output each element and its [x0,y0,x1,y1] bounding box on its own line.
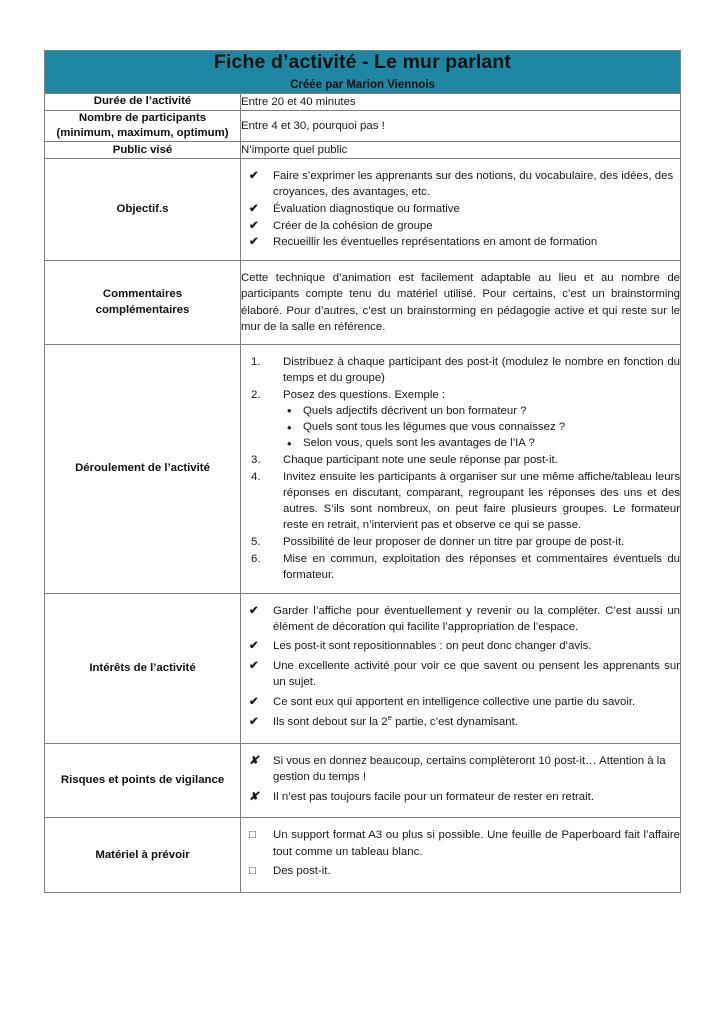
check-icon: ✔ [249,695,259,708]
deroulement-step [241,469,680,534]
risque-item-text: Si vous en donnez beaucoup, certains complèteront 10 post-it… Attention à la gestion du temps ! [273,754,666,783]
row-deroulement [45,344,681,593]
deroulement-step [241,452,680,468]
commentaires-text: Cette technique d’animation est facilement adaptable au lieu et au nombre de participants compte tenu du matériel utilisé. Pour certains, c’est un brainstorming élaboré. Pour d’autres, c’est un brainstorming en pédagogie active et qui reste sur le mur de la salle en référence. [241,272,681,333]
row-participants [45,110,681,141]
row-label-risques: Risques et points de vigilance [45,743,241,818]
bullet-dot-icon: • [287,435,292,451]
row-value-duree [241,93,681,110]
interet-item [241,714,680,730]
page-title: Fiche d’activité - Le mur parlant [214,51,511,73]
bullet-dot-icon: • [287,403,292,419]
row-value-participants [241,110,681,141]
row-label-objectifs: Objectif.s [45,159,241,261]
deroulement-step-number: 2. [251,388,261,401]
materiel-item-text: Des post-it. [273,865,331,878]
interet-item [241,603,680,635]
check-icon: ✔ [249,170,259,183]
participants-label-main: Nombre de participants [78,111,207,124]
deroulement-sub-item-text: Quels sont tous les légumes que vous connaissez ? [303,421,566,434]
check-icon: ✔ [249,219,259,232]
deroulement-step-text: Mise en commun, exploitation des réponses et commentaires éventuels du formateur. [283,552,681,581]
risque-item [241,753,680,785]
row-value-interets [241,593,681,743]
row-value-objectifs [241,159,681,261]
deroulement-step-number: 3. [251,454,261,466]
row-objectifs [45,159,681,261]
row-label-participants [45,110,241,141]
activity-sheet-table [44,50,681,893]
deroulement-step [241,354,680,386]
objectif-item [241,234,680,250]
risque-item-text: Il n’est pas toujours facile pour un formateur de rester en retrait. [273,790,594,803]
row-commentaires [45,261,681,345]
interet-item [241,694,680,710]
row-label-materiel: Matériel à prévoir [45,818,241,893]
check-icon: ✔ [249,203,259,216]
check-icon: ✔ [249,604,259,617]
deroulement-sub-item-text: Selon vous, quels sont les avantages de l’IA ? [303,437,535,450]
deroulement-step-number: 4. [251,470,261,483]
interet-item-text: Ce sont eux qui apportent en intelligence collective une partie du savoir. [273,695,636,708]
row-value-risques [241,743,681,818]
row-label-public: Public visé [45,142,241,159]
risque-item [241,789,680,805]
row-label-interets: Intérêts de l’activité [45,593,241,743]
deroulement-step-text: Possibilité de leur proposer de donner un titre par groupe de post-it. [283,535,625,548]
objectif-item-text: Évaluation diagnostique ou formative [273,203,460,216]
deroulement-sub-item-text: Quels adjectifs décrivent un bon formateur ? [303,404,527,417]
materiel-list [241,827,680,879]
row-label-duree: Durée de l’activité [45,93,241,110]
row-label-deroulement: Déroulement de l’activité [45,344,241,593]
objectif-item [241,201,680,217]
participants-text: Entre 4 et 30, pourquoi pas ! [241,119,385,132]
deroulement-list [241,354,680,583]
interet-item-text: Ils sont debout sur la 2e partie, c’est dynamisant. [273,713,518,729]
row-public [45,142,681,159]
deroulement-step-text: Invitez ensuite les participants à organiser sur une même affiche/tableau leurs réponses en discutant, comparant, regroupant les réponses des uns et des autres. S’ils sont nombreux, on peut faire plusieurs groupes. Le formateur reste en retrait, n’intervient pas et observe ce qui se passe. [283,470,681,532]
materiel-item [241,827,680,859]
square-icon: □ [249,829,256,842]
risques-list [241,753,680,805]
check-icon: ✔ [249,716,259,729]
interet-item [241,638,680,654]
row-value-public [241,142,681,159]
row-interets [45,593,681,743]
interet-item-text: Les post-it sont repositionnables : on peut donc changer d’avis. [273,640,592,653]
deroulement-sub-item [283,419,680,435]
objectif-item-text: Créer de la cohésion de groupe [273,219,433,232]
deroulement-step-text: Chaque participant note une seule réponse par post-it. [283,454,558,466]
check-icon: ✔ [249,660,259,673]
public-text: N’importe quel public [241,144,348,156]
commentaires-label-line2: complémentaires [95,303,190,316]
ordinal-suffix: e [387,713,392,723]
interets-list [241,603,680,731]
row-value-materiel [241,818,681,893]
deroulement-step-text: Posez des questions. Exemple : [283,388,446,401]
square-icon: □ [249,865,256,878]
deroulement-sub-item [283,435,680,451]
objectif-item [241,218,680,234]
check-icon: ✔ [249,236,259,249]
cross-icon: ✘ [249,754,259,767]
objectif-item [241,168,680,200]
deroulement-step [241,551,680,583]
check-icon: ✔ [249,640,259,653]
deroulement-step-text: Distribuez à chaque participant des post-it (modulez le nombre en fonction du temps et du groupe) [283,355,681,385]
row-risques [45,743,681,818]
objectif-item-text: Faire s’exprimer les apprenants sur des notions, du vocabulaire, des idées, des croyances, des avantages, etc. [273,170,674,199]
row-materiel [45,818,681,893]
deroulement-step-number: 6. [251,552,261,565]
deroulement-step [241,387,680,452]
objectifs-list [241,168,680,250]
deroulement-step-number: 5. [251,535,261,548]
materiel-item [241,863,680,879]
deroulement-step [241,534,680,550]
row-value-commentaires [241,261,681,345]
interet-item-text: Une excellente activité pour voir ce que savent ou pensent les apprenants sur un sujet. [273,660,681,689]
participants-label-sub: (minimum, maximum, optimum) [56,126,229,139]
duree-text: Entre 20 et 40 minutes [241,95,356,108]
interet-item [241,658,680,690]
deroulement-sub-item [283,403,680,419]
header-row [45,51,681,94]
row-duree [45,93,681,110]
commentaires-label-line1: Commentaires [102,288,183,301]
bullet-dot-icon: • [287,419,292,435]
row-label-commentaires [45,261,241,345]
header-banner [45,51,681,94]
deroulement-sub-list [283,403,680,452]
materiel-item-text: Un support format A3 ou plus si possible. Une feuille de Paperboard fait l’affaire tout comme un tableau blanc. [273,829,681,858]
row-value-deroulement [241,344,681,593]
interet-item-text: Garder l’affiche pour éventuellement y revenir ou la compléter. C’est aussi un élément de décoration qui facilite l’appropriation de l’espace. [273,604,681,633]
deroulement-step-number: 1. [251,355,261,368]
objectif-item-text: Recueillir les éventuelles représentations en amont de formation [273,236,598,249]
cross-icon: ✘ [249,790,259,803]
page-author: Créée par Marion Viennois [290,78,435,91]
